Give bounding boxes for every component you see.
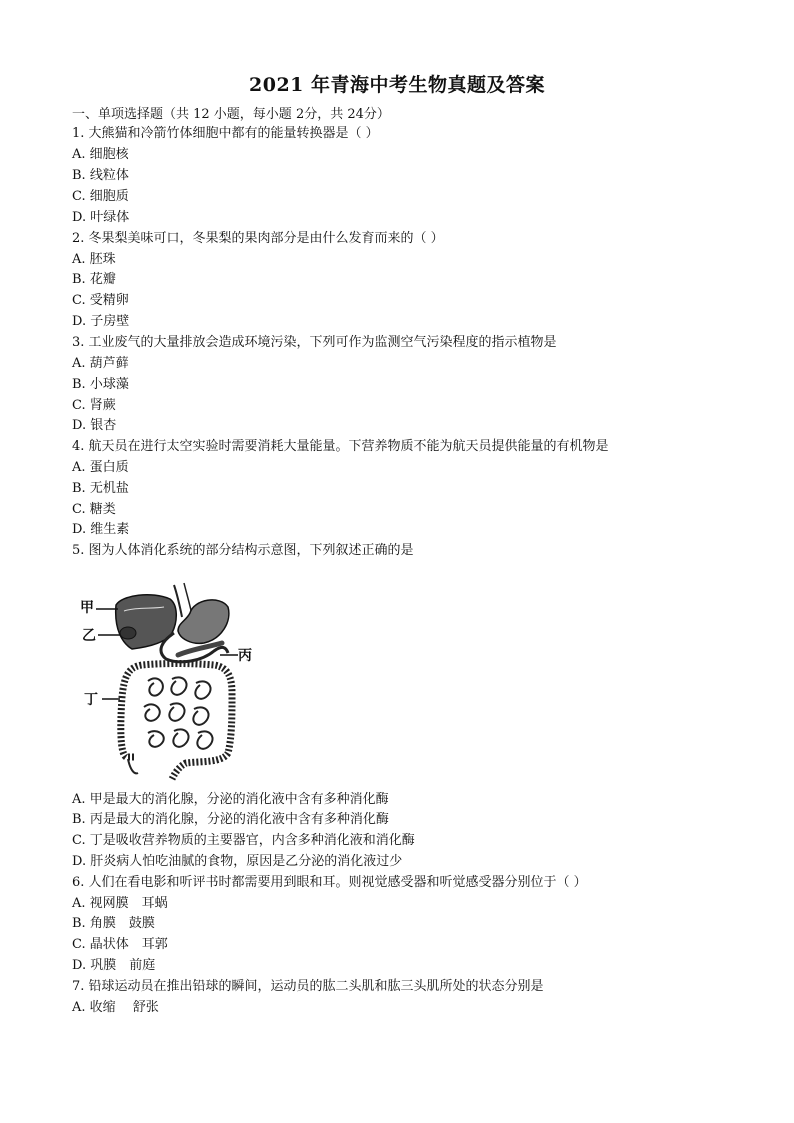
- question-3-stem: 3. 工业废气的大量排放会造成环境污染，下列可作为监测空气污染程度的指示植物是: [72, 335, 557, 350]
- question-5-option-c: C. 丁是吸收营养物质的主要器官，内含多种消化液和消化酶: [72, 833, 415, 848]
- question-7-stem: 7. 铅球运动员在推出铅球的瞬间，运动员的肱二头肌和肱三头肌所处的状态分别是: [72, 979, 544, 994]
- question-5-option-d: D. 肝炎病人怕吃油腻的食物，原因是乙分泌的消化液过少: [72, 854, 403, 869]
- small-intestine-coils: [144, 677, 213, 748]
- question-3-option-a: A. 葫芦藓: [72, 356, 129, 371]
- question-6-option-a: A. 视网膜 耳蜗: [72, 896, 168, 911]
- question-4-stem: 4. 航天员在进行太空实验时需要消耗大量能量。下营养物质不能为航天员提供能量的有机物是: [72, 439, 609, 454]
- stomach-shape: [178, 600, 229, 643]
- question-2-option-b: B. 花瓣: [72, 272, 116, 287]
- question-1-stem: 1. 大熊猫和冷箭竹体细胞中都有的能量转换器是（ ）: [72, 126, 379, 141]
- question-2-option-a: A. 胚珠: [72, 252, 116, 267]
- figure-label-jia: 甲: [80, 600, 94, 616]
- question-1-option-c: C. 细胞质: [72, 189, 129, 204]
- question-6-option-d: D. 巩膜 前庭: [72, 958, 156, 973]
- liver-shape: [116, 595, 177, 649]
- digestive-system-diagram: [82, 577, 282, 782]
- section-heading: 一、单项选择题（共 12 小题，每小题 2分，共 24分）: [72, 107, 390, 122]
- figure-label-bing: 丙: [238, 648, 252, 664]
- question-6-stem: 6. 人们在看电影和听评书时都需要用到眼和耳。则视觉感受器和听觉感受器分别位于（ ）: [72, 875, 587, 890]
- digestive-system-figure: [82, 577, 282, 782]
- question-4-option-a: A. 蛋白质: [72, 460, 129, 475]
- question-1-option-b: B. 线粒体: [72, 168, 129, 183]
- question-5-stem: 5. 图为人体消化系统的部分结构示意图，下列叙述正确的是: [72, 543, 414, 558]
- question-3-option-d: D. 银杏: [72, 418, 117, 433]
- question-1-option-d: D. 叶绿体: [72, 210, 130, 225]
- question-4-option-b: B. 无机盐: [72, 481, 129, 496]
- figure-label-ding: 丁: [84, 692, 98, 708]
- question-3-option-c: C. 肾蕨: [72, 398, 116, 413]
- question-5-option-b: B. 丙是最大的消化腺，分泌的消化液中含有多种消化酶: [72, 812, 389, 827]
- question-3-option-b: B. 小球藻: [72, 377, 129, 392]
- question-6-option-b: B. 角膜 鼓膜: [72, 916, 155, 931]
- question-2-stem: 2. 冬果梨美味可口，冬果梨的果肉部分是由什么发育而来的（ ）: [72, 231, 444, 246]
- figure-label-yi: 乙: [82, 628, 96, 644]
- question-4-option-c: C. 糖类: [72, 502, 116, 517]
- question-7-option-a: A. 收缩 舒张: [72, 1000, 159, 1015]
- question-2-option-c: C. 受精卵: [72, 293, 129, 308]
- question-2-option-d: D. 子房壁: [72, 314, 130, 329]
- document-title: 2021 年青海中考生物真题及答案: [249, 74, 545, 96]
- question-6-option-c: C. 晶状体 耳郭: [72, 937, 168, 952]
- question-1-option-a: A. 细胞核: [72, 147, 129, 162]
- question-5-option-a: A. 甲是最大的消化腺，分泌的消化液中含有多种消化酶: [72, 792, 389, 807]
- gallbladder-shape: [120, 627, 136, 639]
- question-4-option-d: D. 维生素: [72, 522, 130, 537]
